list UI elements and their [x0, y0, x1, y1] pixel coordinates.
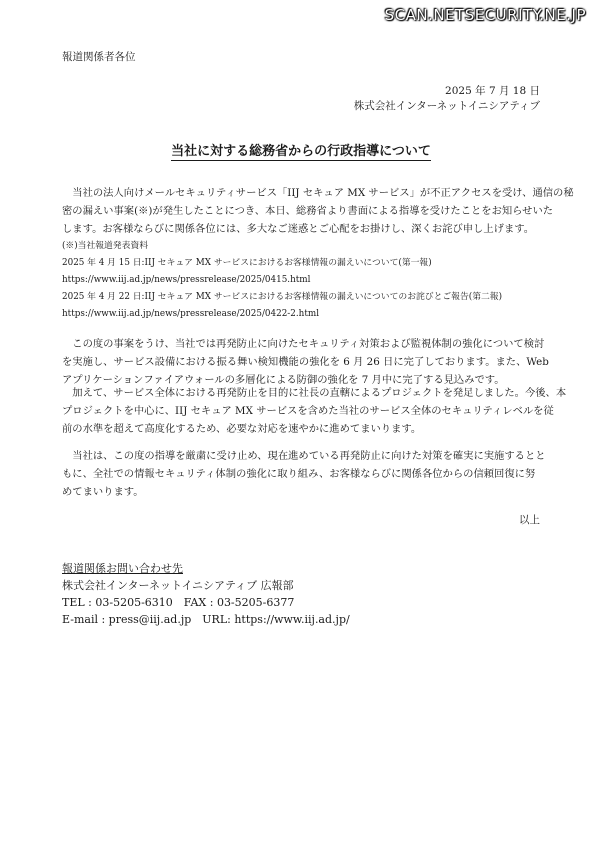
- reference-list: [62, 238, 540, 323]
- reference-item: 2025 年 4 月 15 日:IIJ セキュア MX サービスにおけるお客様情報の漏えいについて(第一報): [62, 258, 432, 268]
- paragraph-project: [62, 384, 567, 438]
- paragraph-announcement: [62, 184, 574, 238]
- paragraph-line: 密の漏えい事案(※)が発生したことにつき、本日、総務省より書面による指導を受けたことをお知らせいた: [62, 205, 554, 217]
- reference-item: 2025 年 4 月 22 日:IIJ セキュア MX サービスにおけるお客様情報の漏えいについてのお詫びとご報告(第二報): [62, 292, 503, 302]
- paragraph-line: します。お客様ならびに関係各位には、多大なご迷惑とご心配をお掛けし、深くお詫び申し上げます。: [62, 223, 535, 235]
- reference-link[interactable]: https://www.iij.ad.jp/news/pressrelease/2025/0415.html: [62, 275, 311, 285]
- reference-link[interactable]: https://www.iij.ad.jp/news/pressrelease/2025/0422-2.html: [62, 309, 320, 319]
- paragraph-line: 当社は、この度の指導を厳粛に受け止め、現在進めている再発防止に向けた対策を確実に実施するとと: [72, 450, 546, 462]
- contact-email-url[interactable]: E-mail : press@iij.ad.jp URL: https://www.iij.ad.jp/: [62, 613, 350, 626]
- contact-heading: 報道関係お問い合わせ先: [62, 562, 183, 575]
- site-watermark: SCAN.NETSECURITY.NE.JP: [384, 6, 586, 24]
- paragraph-line: プロジェクトを中心に、IIJ セキュア MX サービスを含めた当社のサービス全体のセキュリティレベルを従: [62, 405, 554, 417]
- paragraph-line: を実施し、サービス設備における振る舞い検知機能の強化を 6 月 26 日に完了しております。また、Web: [62, 356, 549, 368]
- document-title-text: 当社に対する総務省からの行政指導について: [171, 144, 431, 159]
- press-contact: [62, 560, 350, 628]
- contact-company: 株式会社インターネットイニシアティブ 広報部: [62, 579, 294, 592]
- issuer-company: 株式会社インターネットイニシアティブ: [353, 100, 540, 112]
- paragraph-line: 加えて、サービス全体における再発防止を目的に社長の直轄によるプロジェクトを発足しました。今後、本: [72, 387, 567, 399]
- release-date: 2025 年 7 月 18 日: [445, 85, 540, 97]
- closing-mark: 以上: [519, 514, 540, 526]
- paragraph-line: アプリケーションファイアウォールの多層化による防御の強化を 7 月中に完了する見込みです。: [62, 374, 505, 386]
- paragraph-commitment: [62, 447, 546, 501]
- paragraph-countermeasures: [62, 335, 549, 389]
- paragraph-line: 当社の法人向けメールセキュリティサービス「IIJ セキュア MX サービス」が不正アクセスを受け、通信の秘: [72, 187, 574, 199]
- paragraph-line: めてまいります。: [62, 486, 144, 498]
- document-title: [62, 140, 540, 159]
- reference-note: (※)当社報道発表資料: [62, 241, 149, 251]
- paragraph-line: もに、全社での情報セキュリティ体制の強化に取り組み、お客様ならびに関係各位からの信頼回復に努: [62, 468, 536, 480]
- addressee: 報道関係者各位: [62, 51, 136, 63]
- paragraph-line: この度の事案をうけ、当社では再発防止に向けたセキュリティ対策および監視体制の強化について検討: [72, 338, 545, 350]
- paragraph-line: 前の水準を超えて高度化するため、必要な対応を速やかに進めてまいります。: [62, 423, 422, 435]
- contact-tel-fax: TEL : 03-5205-6310 FAX : 03-5205-6377: [62, 596, 295, 609]
